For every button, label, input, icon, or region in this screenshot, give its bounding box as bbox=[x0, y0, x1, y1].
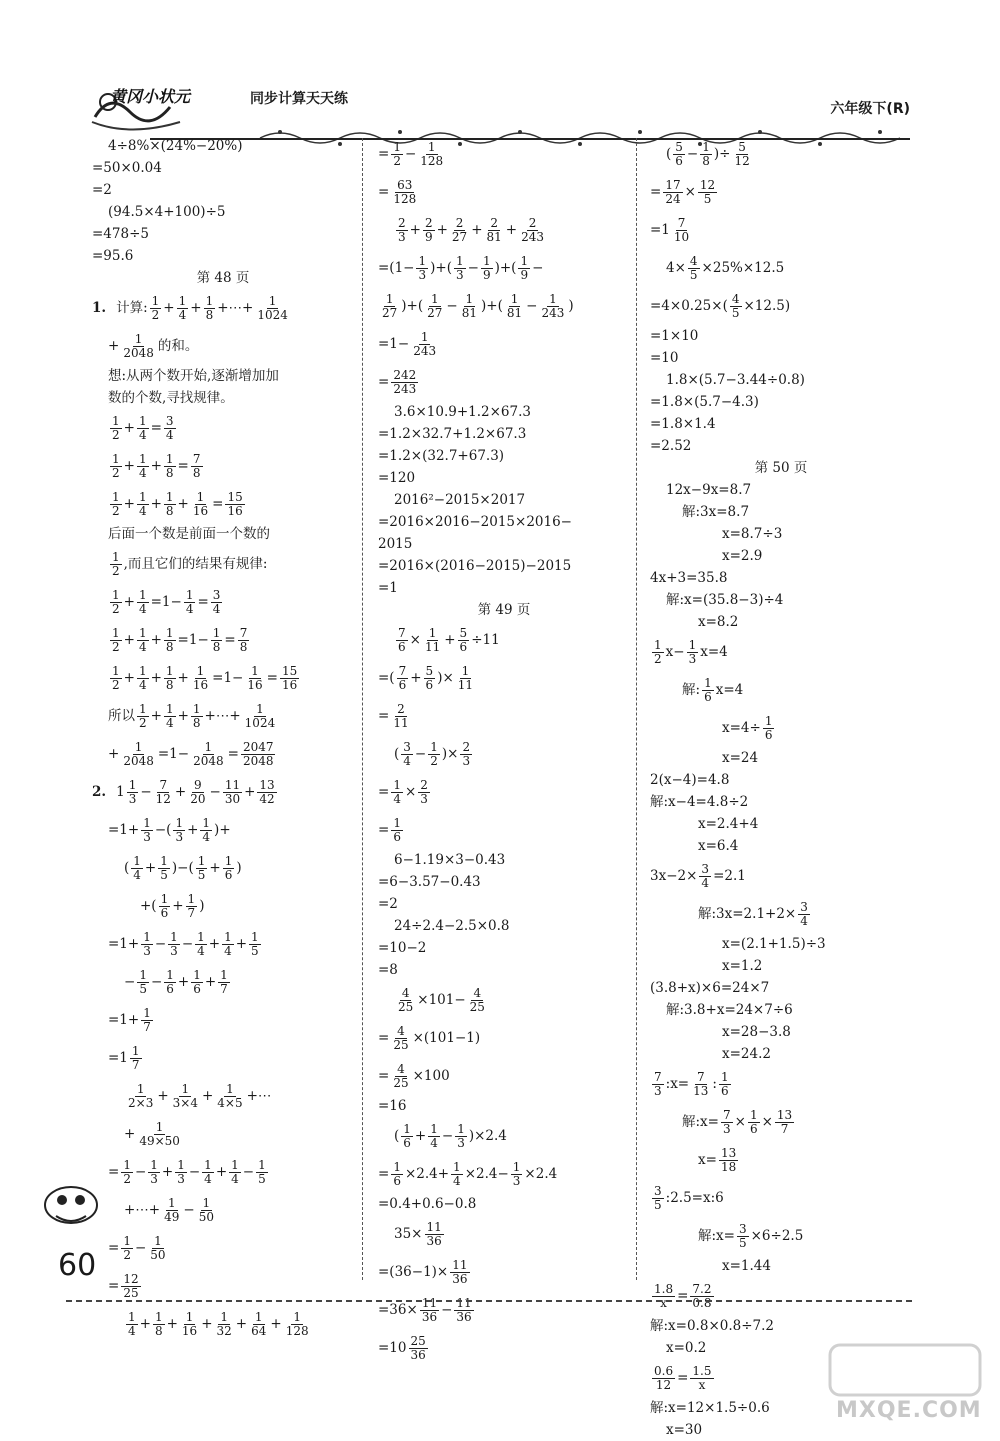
math-line: = $\frac{4}{25}$ ×(101−1) bbox=[378, 1023, 481, 1052]
text-line: 4÷8%×(24%−20%) bbox=[108, 138, 243, 154]
text-line: 想:从两个数开始,逐渐增加加 bbox=[108, 368, 279, 384]
text-line: =8 bbox=[378, 962, 398, 978]
text-line: 1.8×(5.7−3.44÷0.8) bbox=[666, 372, 805, 388]
text-line: 4x+3=35.8 bbox=[650, 570, 728, 586]
text-line: =2016×(2016−2015)−2015 bbox=[378, 558, 572, 574]
math-line: = $\frac{63}{128}$ bbox=[378, 177, 417, 206]
math-line: 35× $\frac{11}{36}$ bbox=[394, 1219, 442, 1248]
math-line: =1+ $\frac{1}{3}$ −( $\frac{1}{3}$ + $\frac{1}{4}$ )+ bbox=[108, 815, 231, 844]
watermark-site: MXQE.COM bbox=[836, 1398, 982, 1423]
math-line: =1+ $\frac{1}{3}$ − $\frac{1}{3}$ − $\frac{1}{4}$ + $\frac{1}{4}$ + $\frac{1}{5}$ bbox=[108, 929, 259, 958]
text-line: x=1.44 bbox=[722, 1258, 771, 1274]
text-line: x=2.9 bbox=[722, 548, 763, 564]
text-line: 2(x−4)=4.8 bbox=[650, 772, 730, 788]
math-line: = $\frac{1}{6}$ ×2.4+ $\frac{1}{4}$ ×2.4− $\frac{1}{3}$ ×2.4 bbox=[378, 1159, 558, 1188]
math-line: $\frac{1}{2}$ + $\frac{1}{4}$ + $\frac{1}{8}$ + $\frac{1}{16}$ = $\frac{15}{16}$ bbox=[112, 489, 243, 518]
math-line: = $\frac{1}{2}$ − $\frac{1}{128}$ bbox=[378, 139, 444, 168]
text-line: 解:x=12×1.5÷0.6 bbox=[650, 1400, 770, 1416]
math-line: = $\frac{17}{24}$ × $\frac{12}{5}$ bbox=[650, 177, 716, 206]
math-line: +⋯+ $\frac{1}{49}$ − $\frac{1}{50}$ bbox=[124, 1195, 214, 1224]
math-line: ( $\frac{5}{6}$ − $\frac{1}{8}$ )÷ $\frac{5}{12}$ bbox=[666, 139, 750, 168]
math-line: =10 $\frac{25}{36}$ bbox=[378, 1333, 426, 1362]
math-line: + $\frac{1}{2048}$ 的和。 bbox=[108, 331, 199, 360]
math-line: = $\frac{1}{2}$ − $\frac{1}{3}$ + $\frac{1}{3}$ − $\frac{1}{4}$ + $\frac{1}{4}$ − $\frac{1}{5}$ bbox=[108, 1157, 266, 1186]
math-line: 3x−2× $\frac{3}{4}$ =2.1 bbox=[650, 861, 746, 890]
text-line: 12x−9x=8.7 bbox=[666, 482, 752, 498]
math-line: $\frac{1}{2}$ + $\frac{1}{4}$ =1− $\frac{1}{4}$ = $\frac{3}{4}$ bbox=[112, 587, 221, 616]
text-line: x=24.2 bbox=[722, 1046, 771, 1062]
math-line: = $\frac{242}{243}$ bbox=[378, 367, 417, 396]
math-line: x= $\frac{13}{18}$ bbox=[698, 1145, 737, 1174]
page-heading-48: 第 48 页 bbox=[196, 270, 250, 286]
text-line: =0.4+0.6−0.8 bbox=[378, 1196, 477, 1212]
column-divider bbox=[362, 138, 363, 1280]
text-line: 2015 bbox=[378, 536, 413, 552]
text-line: 6−1.19×3−0.43 bbox=[394, 852, 506, 868]
math-line: $\frac{1}{2}$ + $\frac{1}{4}$ = $\frac{3}{4}$ bbox=[112, 413, 174, 442]
math-line: = $\frac{12}{25}$ bbox=[108, 1271, 139, 1300]
text-line: =1 bbox=[378, 580, 398, 596]
text-line: =95.6 bbox=[92, 248, 134, 264]
text-line: 解:x−4=4.8÷2 bbox=[650, 794, 749, 810]
text-line: =2 bbox=[378, 896, 398, 912]
text-line: =1×10 bbox=[650, 328, 699, 344]
math-line: =( $\frac{7}{6}$ + $\frac{5}{6}$ )× $\frac{1}{11}$ bbox=[378, 663, 474, 692]
math-line: ( $\frac{1}{6}$ + $\frac{1}{4}$ − $\frac{1}{3}$ )×2.4 bbox=[394, 1121, 507, 1150]
text-line: 解:3.8+x=24×7÷6 bbox=[666, 1002, 793, 1018]
text-line: x=6.4 bbox=[698, 838, 739, 854]
math-line: =1− $\frac{1}{243}$ bbox=[378, 329, 437, 358]
text-line: 解:x=(35.8−3)÷4 bbox=[666, 592, 784, 608]
question-1: 1. 计算: $\frac{1}{2}$ + $\frac{1}{4}$ + $\frac{1}{8}$ +⋯+ $\frac{1}{1024}$ bbox=[92, 293, 288, 322]
text-line: (94.5×4+100)÷5 bbox=[108, 204, 226, 220]
math-line: $\frac{3}{5}$ :2.5=x:6 bbox=[654, 1183, 724, 1212]
text-line: x=2.4+4 bbox=[698, 816, 759, 832]
math-line: $\frac{1}{4}$ + $\frac{1}{8}$ + $\frac{1}{16}$ + $\frac{1}{32}$ + $\frac{1}{64}$ + $\frac{1}{128}$ bbox=[128, 1309, 309, 1338]
page-heading-49: 第 49 页 bbox=[477, 602, 531, 618]
question-suffix: 的和。 bbox=[157, 338, 199, 354]
text-line: 2016²−2015×2017 bbox=[394, 492, 526, 508]
text-line: =1.8×(5.7−4.3) bbox=[650, 394, 759, 410]
column-divider bbox=[636, 138, 637, 1280]
math-line: =4×0.25×( $\frac{4}{5}$ ×12.5) bbox=[650, 291, 791, 320]
page-number: 60 bbox=[58, 1248, 97, 1283]
text-line: x=0.2 bbox=[666, 1340, 707, 1356]
math-line: 解:3x=2.1+2× $\frac{3}{4}$ bbox=[698, 899, 808, 928]
math-line: $\frac{0.6}{12}$ = $\frac{1.5}{x}$ bbox=[654, 1363, 712, 1392]
text-line: =120 bbox=[378, 470, 416, 486]
page-heading-50: 第 50 页 bbox=[754, 460, 808, 476]
math-line: $\frac{7}{3}$ :x= $\frac{7}{13}$ : $\frac{1}{6}$ bbox=[654, 1069, 729, 1098]
math-line: $\frac{1}{2}$ + $\frac{1}{4}$ + $\frac{1}{8}$ =1− $\frac{1}{8}$ = $\frac{7}{8}$ bbox=[112, 625, 248, 654]
question-2: 2. 1 $\frac{1}{3}$ − $\frac{7}{12}$ + $\frac{9}{20}$ − $\frac{11}{30}$ + $\frac{13}{42}$ bbox=[92, 777, 275, 806]
grade-label: 六年级下(R) bbox=[830, 101, 910, 117]
text-line: x=28−3.8 bbox=[722, 1024, 791, 1040]
math-line: + $\frac{1}{2048}$ =1− $\frac{1}{2048}$ = $\frac{2047}{2048}$ bbox=[108, 739, 274, 768]
text-line: x=30 bbox=[666, 1422, 703, 1438]
text-inline: 所以 bbox=[108, 708, 135, 724]
math-line: =1 $\frac{1}{7}$ bbox=[108, 1043, 140, 1072]
math-line: − $\frac{1}{5}$ − $\frac{1}{6}$ + $\frac{1}{6}$ + $\frac{1}{7}$ bbox=[124, 967, 228, 996]
math-line: +( $\frac{1}{6}$ + $\frac{1}{7}$ ) bbox=[140, 891, 205, 920]
footer-rule bbox=[66, 1300, 912, 1302]
math-line: $\frac{7}{6}$ × $\frac{1}{11}$ + $\frac{5}{6}$ ÷11 bbox=[398, 625, 500, 654]
math-line: =36× $\frac{11}{36}$ − $\frac{11}{36}$ bbox=[378, 1295, 472, 1324]
text-line: =478÷5 bbox=[92, 226, 149, 242]
math-line: =1+ $\frac{1}{7}$ bbox=[108, 1005, 151, 1034]
text-line: =2016×2016−2015×2016− bbox=[378, 514, 572, 530]
math-line: 所以 $\frac{1}{2}$ + $\frac{1}{4}$ + $\frac{1}{8}$ +⋯+ $\frac{1}{1024}$ bbox=[108, 701, 276, 730]
math-line: x=4÷ $\frac{1}{6}$ bbox=[722, 713, 773, 742]
text-line: 24÷2.4−2.5×0.8 bbox=[394, 918, 510, 934]
text-line: =10 bbox=[650, 350, 679, 366]
text-line: x=8.2 bbox=[698, 614, 739, 630]
text-line: x=24 bbox=[722, 750, 759, 766]
text-line: 数的个数,寻找规律。 bbox=[108, 390, 234, 406]
math-line: $\frac{1}{2\times 3}$ + $\frac{1}{3\times 4}$ + $\frac{1}{4\times 5}$ +⋯ bbox=[128, 1081, 272, 1110]
question-prompt: 计算: bbox=[116, 300, 148, 316]
text-line: x=(2.1+1.5)÷3 bbox=[722, 936, 826, 952]
text-line: =6−3.57−0.43 bbox=[378, 874, 481, 890]
text-line: =10−2 bbox=[378, 940, 427, 956]
math-line: $\frac{1}{2}$ ,而且它们的结果有规律: bbox=[112, 549, 268, 578]
math-line: =(36−1)× $\frac{11}{36}$ bbox=[378, 1257, 468, 1286]
math-line: $\frac{1}{2}$ + $\frac{1}{4}$ + $\frac{1}{8}$ + $\frac{1}{16}$ =1− $\frac{1}{16}$ = $\frac{15}{16}$ bbox=[112, 663, 298, 692]
mascot-icon bbox=[36, 1170, 106, 1230]
math-line: = $\frac{1}{6}$ bbox=[378, 815, 401, 844]
math-line: $\frac{1.8}{x}$ = $\frac{7.2}{0.8}$ bbox=[654, 1281, 712, 1310]
math-line: = $\frac{1}{4}$ × $\frac{2}{3}$ bbox=[378, 777, 428, 806]
question-number: 1. bbox=[92, 300, 107, 316]
math-line: $\frac{1}{2}$ + $\frac{1}{4}$ + $\frac{1}{8}$ = $\frac{7}{8}$ bbox=[112, 451, 201, 480]
text-line: 3.6×10.9+1.2×67.3 bbox=[394, 404, 531, 420]
text-line: 解:3x=8.7 bbox=[682, 504, 750, 520]
answer-column-3 bbox=[650, 135, 912, 1441]
math-line: = $\frac{2}{11}$ bbox=[378, 701, 409, 730]
logo-text: 黄冈小状元 bbox=[110, 87, 191, 106]
text-line: =1.2×32.7+1.2×67.3 bbox=[378, 426, 527, 442]
text-line: =1.2×(32.7+67.3) bbox=[378, 448, 505, 464]
text-line: =16 bbox=[378, 1098, 407, 1114]
book-title: 同步计算天天练 bbox=[250, 91, 348, 107]
text-line: x=8.7÷3 bbox=[722, 526, 783, 542]
math-line: + $\frac{1}{49\times 50}$ bbox=[124, 1119, 180, 1148]
question-number: 2. bbox=[92, 784, 107, 800]
math-line: =(1− $\frac{1}{3}$ )+( $\frac{1}{3}$ − $\frac{1}{9}$ )+( $\frac{1}{9}$ − bbox=[378, 253, 544, 282]
text-inline: ,而且它们的结果有规律: bbox=[123, 556, 268, 572]
math-line: ( $\frac{3}{4}$ − $\frac{1}{2}$ )× $\frac{2}{3}$ bbox=[394, 739, 471, 768]
math-line: = $\frac{1}{2}$ − $\frac{1}{50}$ bbox=[108, 1233, 166, 1262]
math-line: $\frac{2}{3}$ + $\frac{2}{9}$ + $\frac{2}{27}$ + $\frac{2}{81}$ + $\frac{2}{243}$ bbox=[398, 215, 544, 244]
answer-column-1 bbox=[92, 135, 354, 1343]
math-line: $\frac{1}{27}$ )+( $\frac{1}{27}$ − $\frac{1}{81}$ )+( $\frac{1}{81}$ − $\frac{1}{243}$ ) bbox=[382, 291, 574, 320]
math-line: ( $\frac{1}{4}$ + $\frac{1}{5}$ )−( $\frac{1}{5}$ + $\frac{1}{6}$ ) bbox=[124, 853, 242, 882]
math-line: =1 $\frac{7}{10}$ bbox=[650, 215, 690, 244]
text-line: =1.8×1.4 bbox=[650, 416, 716, 432]
answer-column-2 bbox=[378, 135, 630, 1367]
math-line: 4× $\frac{4}{5}$ ×25%×12.5 bbox=[666, 253, 785, 282]
math-line: $\frac{4}{25}$ ×101− $\frac{4}{25}$ bbox=[398, 985, 485, 1014]
text-line: =50×0.04 bbox=[92, 160, 162, 176]
text-line: x=1.2 bbox=[722, 958, 763, 974]
math-line: = $\frac{4}{25}$ ×100 bbox=[378, 1061, 450, 1090]
text-line: 解:x=0.8×0.8÷7.2 bbox=[650, 1318, 775, 1334]
text-line: 后面一个数是前面一个数的 bbox=[108, 526, 270, 542]
math-line: 解: $\frac{1}{6}$ x=4 bbox=[682, 675, 744, 704]
math-line: $\frac{1}{2}$ x− $\frac{1}{3}$ x=4 bbox=[654, 637, 728, 666]
text-line: =2.52 bbox=[650, 438, 692, 454]
math-line: 解:x= $\frac{7}{3}$ × $\frac{1}{6}$ × $\frac{13}{7}$ bbox=[682, 1107, 793, 1136]
math-line: 解:x= $\frac{3}{5}$ ×6÷2.5 bbox=[698, 1221, 804, 1250]
text-line: =2 bbox=[92, 182, 112, 198]
text-line: (3.8+x)×6=24×7 bbox=[650, 980, 770, 996]
